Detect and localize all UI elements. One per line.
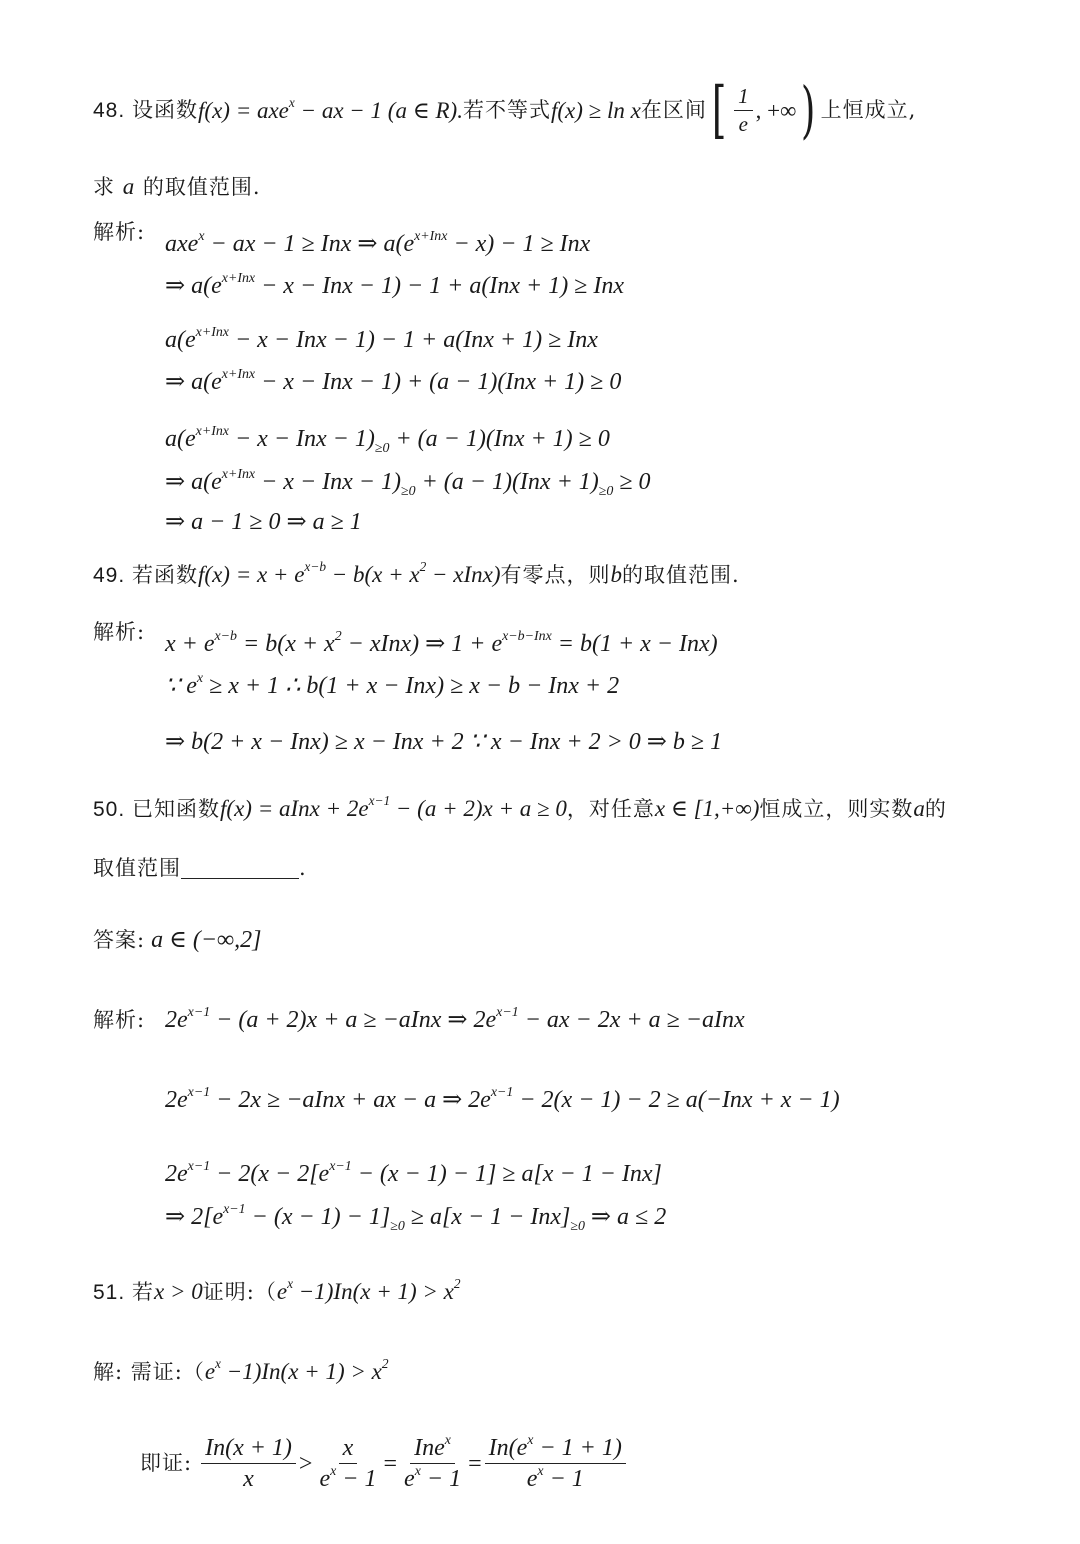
p49-func: $f(x) = x + e^{x-b} - b(x + x^2$ − xInx) [198, 559, 501, 587]
p50-step-4: ⇒ $2[e^{x-1} - (x - 1) - 1]_{\ge 0} \ge a[x - 1 - Inx]_{\ge 0}$ ⇒ a ≤ 2 [165, 1201, 667, 1235]
p48-step-2: ⇒ $a(e^{x+Inx} - x$ − Inx − 1) − 1 + a(Inx + 1) ≥ Inx [165, 270, 624, 299]
p51-ji-zheng: 即证: $\frac{In(x + 1)}{x}$ > $\frac{x}{e^x - 1}$ = $\frac{Ine^x}{e^x - 1}$ = $\frac{In(e^x - 1 + 1)}{e^x - 1}$ [140, 1436, 629, 1491]
p50-line2: 取值范围 . [93, 856, 307, 880]
p49-solution-label: 解析: [93, 620, 146, 644]
p50-step-1: $2e^{x-1} - (a + 2)x + a$ ≥ −aInx ⇒ $2e^{x-1}$ − ax − 2x + a ≥ −aInx [165, 1004, 745, 1033]
p48-func: f(x) = axe$^x$ − ax − 1 (a ∈ R). [198, 94, 463, 123]
fraction-1: $\frac{In(x + 1)}{x}$ [201, 1436, 296, 1491]
problem-48-statement [93, 73, 917, 146]
p48-inequality: f(x) ≥ ln x [550, 97, 641, 123]
p48-line2: 求 a 的取值范围. [93, 174, 261, 199]
p48-step-7: ⇒ a − 1 ≥ 0 ⇒ a ≥ 1 [165, 509, 362, 535]
p48-interval-text: 在区间 [640, 97, 707, 122]
p49-step-3: ⇒ b(2 + x − Inx) ≥ x − Inx + 2 ∵ x − Inx + 2 > 0 ⇒ b ≥ 1 [165, 729, 723, 755]
problem-50-statement: 50. 已知函数 f(x) = aInx + $2e^{x-1} - (a + 2)x + a \ge 0$ ，对任意 x ∈ [1,+∞) 恒成立，则实数 a 的 [93, 793, 947, 821]
p48-tail: 上恒成立, [820, 97, 917, 122]
p48-cond-text: 若不等式 [462, 97, 551, 122]
p50-step-2: $2e^{x-1} - 2x$ ≥ −aInx + ax − a ⇒ $2e^{x-1} - 2(x - 1) - 2 \ge a(-Inx + x - 1)$ [165, 1084, 840, 1113]
p49-step-1: $x + e^{x-b} = b(x + x^2$ − xInx) ⇒ $1 + e^{x-b-Inx} = b(1 + x - Inx)$ [165, 628, 718, 657]
p48-solution-label: 解析: [93, 220, 146, 244]
p50-func: f(x) = aInx + $2e^{x-1} - (a + 2)x + a \ge 0$ [220, 793, 567, 821]
problem-49-statement: 49. 若函数 $f(x) = x + e^{x-b} - b(x + x^2$ − xInx) 有零点，则 b 的取值范围. [93, 559, 740, 587]
fraction-4: $\frac{In(e^x - 1 + 1)}{e^x - 1}$ [485, 1436, 626, 1491]
p50-solution-label: 解析: [93, 1008, 146, 1032]
answer-blank [181, 860, 299, 879]
fraction-2: $\frac{x}{e^x - 1}$ [319, 1435, 377, 1492]
p48-step-4: ⇒ $a(e^{x+Inx} - x$ − Inx − 1) + (a − 1)(Inx + 1) ≥ 0 [165, 366, 622, 395]
p51-solution: 解: 需证:（ $e^x -1)In(x + 1) > x^2$ [93, 1356, 389, 1384]
p49-step-2: ∵ $e^x \ge x + 1$ ∴ b(1 + x − Inx) ≥ x − b − Inx + 2 [165, 670, 620, 699]
p48-step-1: axe$^x$ − ax − 1 ≥ Inx ⇒ $a(e^{x+Inx} - x) - 1$ ≥ Inx [165, 228, 591, 257]
p50-step-3: $2e^{x-1} - 2(x - 2[e^{x-1} - (x - 1) - 1] \ge a[x - 1 - Inx]$ [165, 1158, 662, 1187]
p51-sol-expr: $e^x -1)In(x + 1) > x^2$ [204, 1356, 389, 1384]
p48-interval-fraction: $\frac{1}{e}$ [734, 86, 753, 135]
p48-interval: [ $\frac{1}{e}$ , +∞ ) [711, 73, 816, 146]
p50-answer: 答案: a ∈ (−∞,2] [93, 927, 262, 953]
p48-step-6: ⇒ $a(e^{x+Inx} - x$ − Inx − $1)_{\ge 0} + (a - 1)(Inx + 1)_{\ge 0} \ge 0$ [165, 466, 651, 500]
problem-51-statement: 51. 若 x > 0 证明:（ $e^x -1)In(x + 1) > x^2$ [93, 1276, 461, 1304]
fraction-3: $\frac{Ine^x}{e^x - 1}$ [404, 1432, 462, 1492]
p51-expr: $e^x -1)In(x + 1) > x^2$ [276, 1276, 461, 1304]
p48-lead: 48. 设函数 [93, 98, 199, 122]
p48-step-3: $a(e^{x+Inx} - x$ − Inx − 1) − 1 + a(Inx + 1) ≥ Inx [165, 324, 598, 353]
p48-step-5: $a(e^{x+Inx} - x$ − Inx − $1)_{\ge 0} + (a - 1)(Inx + 1) \ge 0$ [165, 423, 610, 457]
p48-interval-rest: , +∞ [755, 97, 797, 123]
